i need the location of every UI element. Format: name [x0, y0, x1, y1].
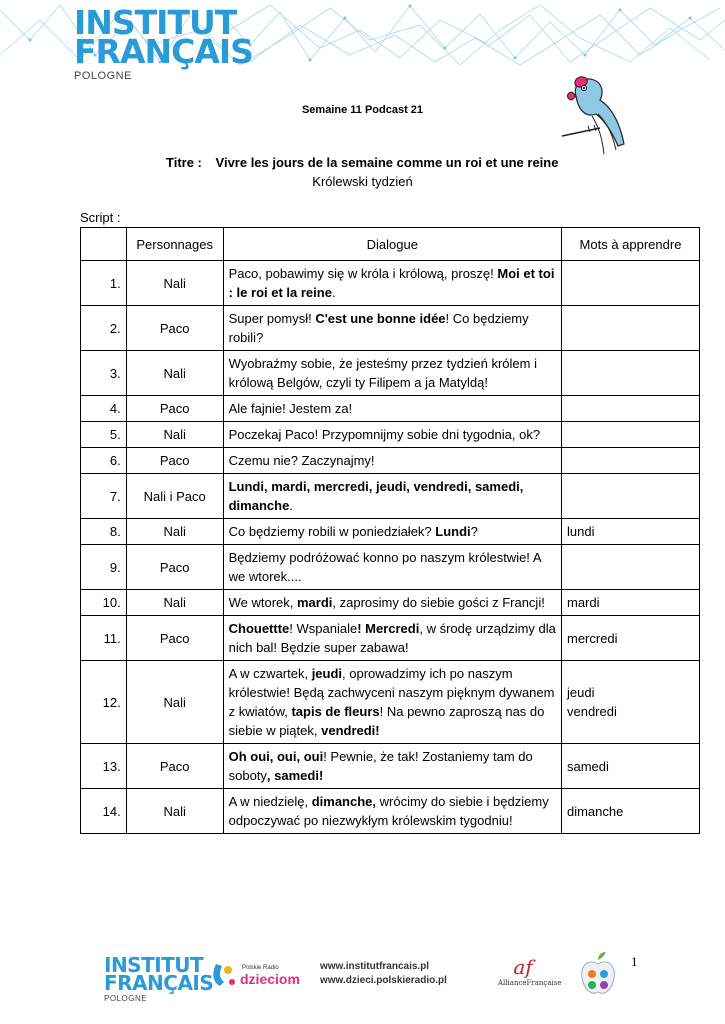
row-dialogue [223, 545, 561, 590]
title-line [166, 155, 558, 170]
row-number: 13. [81, 744, 127, 789]
dialogue-segment: A w czwartek, [228, 666, 312, 681]
row-mots [561, 261, 699, 306]
dialogue-bold-segment: dimanche, [311, 794, 377, 809]
row-character: Paco [126, 396, 223, 422]
footer-institut-logo [104, 953, 214, 1003]
alliance-francaise-logo [498, 955, 562, 987]
table-header-row [81, 228, 700, 261]
dialogue-segment: ? [470, 524, 478, 539]
dialogue-bold-segment: Moi et toi : le roi et la reine [228, 266, 555, 300]
table-row [81, 616, 700, 661]
row-mots: jeudi vendredi [561, 661, 699, 744]
row-number: 2. [81, 306, 127, 351]
row-number: 6. [81, 448, 127, 474]
table-row [81, 789, 700, 834]
row-number: 11. [81, 616, 127, 661]
row-character: Nali [126, 422, 223, 448]
row-character: Nali [126, 789, 223, 834]
row-mots: mardi [561, 590, 699, 616]
table-row [81, 474, 700, 519]
table-row [81, 590, 700, 616]
row-mots [561, 396, 699, 422]
row-number: 7. [81, 474, 127, 519]
title-text: Vivre les jours de la semaine comme un roi et une reine [215, 155, 559, 170]
script-label: Script : [80, 210, 121, 225]
dialogue-bold-segment: Oh oui, oui, oui [228, 749, 324, 764]
title-label: Titre : [166, 155, 202, 170]
dialogue-segment: . [331, 285, 336, 300]
table-row [81, 519, 700, 545]
radio-small-text: Polskie Radio [242, 965, 279, 971]
dialogue-segment: Poczekaj Paco! Przypomnijmy sobie dni tygodnia, ok? [228, 427, 541, 442]
row-character: Paco [126, 744, 223, 789]
week-podcast-label: Semaine 11 Podcast 21 [301, 104, 424, 116]
row-character: Paco [126, 545, 223, 590]
dialogue-segment: , w środę urządzimy dla nich bal! Będzie super zabawa! [228, 621, 556, 655]
script-table [80, 227, 700, 834]
dialogue-segment: , zaprosimy do siebie gości z Francji! [332, 595, 545, 610]
parrot-illustration [562, 74, 632, 160]
table-row [81, 545, 700, 590]
header-mots: Mots à apprendre [561, 228, 699, 261]
header-personnages: Personnages [126, 228, 223, 261]
dialogue-segment: , oprowadzimy ich po naszym królestwie! Będą zachwyceni naszym pięknym dywanem z kwiatów, [228, 666, 555, 719]
row-mots [561, 474, 699, 519]
dialogue-bold-segment: C'est une bonne idée [315, 311, 446, 326]
row-dialogue [223, 519, 561, 545]
row-character: Nali i Paco [126, 474, 223, 519]
dialogue-bold-segment: Chouettte [228, 621, 290, 636]
header-number [81, 228, 127, 261]
table-row [81, 351, 700, 396]
dialogue-segment: ! Pewnie, że tak! Zostaniemy tam do soboty [228, 749, 533, 783]
table-row [81, 422, 700, 448]
footer-logo-line-1: INSTITUT [104, 953, 204, 977]
row-character: Nali [126, 351, 223, 396]
dialogue-segment: Co będziemy robili w poniedziałek? [228, 524, 436, 539]
dialogue-segment: wrócimy do siebie i będziemy odpoczywać po niezwykłym królewskim tygodniu! [228, 794, 549, 828]
row-dialogue [223, 422, 561, 448]
af-text: AllianceFrançaise [498, 979, 562, 987]
row-number: 1. [81, 261, 127, 306]
row-mots [561, 306, 699, 351]
dialogue-segment: Wyobraźmy sobie, że jesteśmy przez tydzień królem i królową Belgów, czyli ty Filipem a ja Matyldą! [228, 356, 537, 390]
dialogue-bold-segment: Lundi [435, 524, 471, 539]
row-dialogue [223, 351, 561, 396]
header-dialogue: Dialogue [223, 228, 561, 261]
dialogue-segment: ! Co będziemy robili? [228, 311, 529, 345]
dialogue-segment: Ale fajnie! Jestem za! [228, 401, 353, 416]
logo-line-1: INSTITUT [74, 3, 237, 42]
row-dialogue [223, 616, 561, 661]
footer-urls [320, 960, 447, 988]
table-row [81, 306, 700, 351]
url-polskieradio[interactable]: www.dzieci.polskieradio.pl [320, 975, 447, 986]
row-dialogue [223, 306, 561, 351]
row-character: Nali [126, 261, 223, 306]
row-dialogue [223, 744, 561, 789]
row-mots: mercredi [561, 616, 699, 661]
dialogue-bold-segment: tapis de fleurs [291, 704, 380, 719]
dialogue-bold-segment: mardi [297, 595, 333, 610]
row-mots: samedi [561, 744, 699, 789]
table-row [81, 396, 700, 422]
polskie-radio-dzieciom-logo [210, 958, 300, 992]
footer-logo-line-2: FRANÇAIS [104, 971, 214, 995]
dialogue-segment: A w niedzielę, [228, 794, 312, 809]
row-number: 5. [81, 422, 127, 448]
row-mots: dimanche [561, 789, 699, 834]
row-character: Nali [126, 590, 223, 616]
table-row [81, 744, 700, 789]
logo-line-2: FRANÇAIS [74, 32, 253, 71]
dialogue-segment: ! Na pewno zaproszą nas do siebie w piątek, [228, 704, 545, 738]
table-row [81, 261, 700, 306]
row-dialogue [223, 448, 561, 474]
script-table-body [81, 261, 700, 834]
row-character: Paco [126, 306, 223, 351]
row-mots [561, 448, 699, 474]
dialogue-segment: Super pomysł! [228, 311, 316, 326]
dialogue-bold-segment: , samedi! [266, 768, 324, 783]
dialogue-segment: ! Wspaniale [289, 621, 358, 636]
dialogue-segment: We wtorek, [228, 595, 297, 610]
row-number: 3. [81, 351, 127, 396]
row-number: 14. [81, 789, 127, 834]
row-number: 8. [81, 519, 127, 545]
dialogue-segment: Paco, pobawimy się w króla i królową, proszę! [228, 266, 498, 281]
row-mots [561, 351, 699, 396]
row-number: 4. [81, 396, 127, 422]
af-mark: af [513, 955, 533, 979]
row-dialogue [223, 261, 561, 306]
footer-logo-subtitle: POLOGNE [104, 994, 148, 1003]
row-number: 9. [81, 545, 127, 590]
page-number: 1 [631, 954, 638, 969]
table-row [81, 661, 700, 744]
url-institut[interactable]: www.institutfrancais.pl [320, 961, 430, 972]
dialogue-segment: Będziemy podróżować konno po naszym królestwie! A we wtorek.... [228, 550, 541, 584]
row-character: Nali [126, 661, 223, 744]
row-mots: lundi [561, 519, 699, 545]
table-row [81, 448, 700, 474]
dialogue-bold-segment: ! Mercredi [357, 621, 420, 636]
row-character: Paco [126, 616, 223, 661]
row-character: Nali [126, 519, 223, 545]
row-dialogue [223, 661, 561, 744]
logo-subtitle: POLOGNE [74, 70, 132, 82]
row-dialogue [223, 789, 561, 834]
dialogue-segment: . [289, 498, 293, 513]
row-number: 12. [81, 661, 127, 744]
dialogue-bold-segment: jeudi [311, 666, 343, 681]
row-dialogue [223, 396, 561, 422]
subtitle: Królewski tydzień [312, 174, 413, 189]
dialogue-bold-segment: vendredi! [321, 723, 380, 738]
row-mots [561, 422, 699, 448]
row-dialogue [223, 590, 561, 616]
education-apple-logo [578, 950, 618, 998]
row-dialogue [223, 474, 561, 519]
row-mots [561, 545, 699, 590]
institut-francais-logo [74, 3, 253, 82]
row-number: 10. [81, 590, 127, 616]
dialogue-bold-segment: Lundi, mardi, mercredi, jeudi, vendredi, samedi, dimanche [228, 479, 524, 513]
radio-name-text: dzieciom [240, 971, 300, 987]
dialogue-segment: Czemu nie? Zaczynajmy! [228, 453, 375, 468]
row-character: Paco [126, 448, 223, 474]
